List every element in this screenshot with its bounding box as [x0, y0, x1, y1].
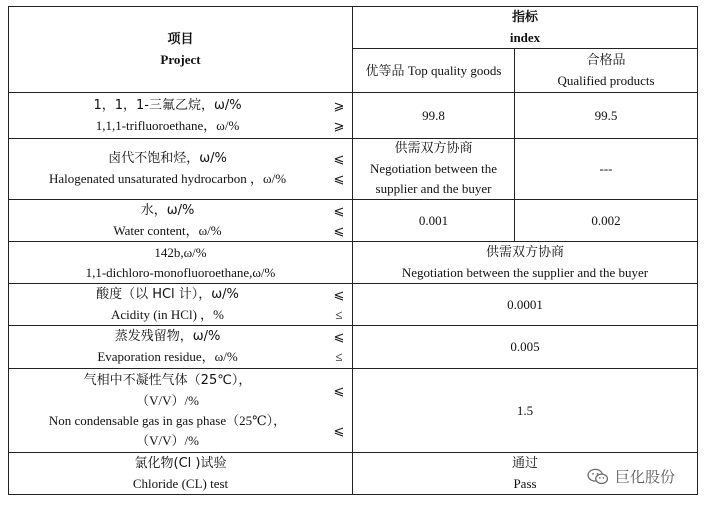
item-name-cn: 水，ω/% [140, 202, 195, 218]
negotiation-cn: 供需双方协商 [394, 141, 473, 156]
merged-value-cell: 0.005 [353, 326, 698, 369]
top-quality-header: 优等品 Top quality goods [353, 49, 515, 93]
item-cell [9, 93, 353, 139]
merged-value-cell: 0.0001 [353, 284, 698, 326]
top-quality-value [353, 139, 515, 200]
comparison-symbol: ⩾ [333, 97, 345, 113]
item-cell [9, 284, 353, 326]
table-row [9, 139, 698, 200]
table-row [9, 242, 698, 284]
item-name-en: 1,1-dichloro-monofluoroethane,ω/% [85, 264, 276, 280]
project-header-cell [9, 7, 353, 93]
item-cell [9, 200, 353, 242]
item-name-cn-line1: 气相中不凝性气体（25℃）， [83, 372, 252, 388]
header-row [9, 7, 698, 49]
comparison-symbol: ⩽ [333, 151, 345, 166]
table-row [9, 369, 698, 453]
index-header-en: index [509, 29, 541, 45]
negotiation-en: Negotiation between the supplier and the buyer [401, 264, 649, 280]
comparison-symbol: ⩾ [333, 117, 345, 133]
qualified-header-en: Qualified products [557, 72, 655, 88]
negotiation-cn: 供需双方协商 [485, 244, 564, 260]
item-name-en: Chloride (CL) test [132, 475, 229, 491]
item-name-en: Acidity (in HCl) ，% [110, 306, 224, 322]
top-quality-value: 0.001 [353, 200, 515, 242]
comparison-symbol: ⩽ [333, 329, 345, 344]
item-name-en: Evaporation residue，ω/% [97, 349, 238, 364]
comparison-symbol: ⩽ [333, 202, 345, 218]
item-cell [9, 326, 353, 369]
item-name-cn: 1，1，1-三氟乙烷，ω/% [93, 97, 242, 113]
comparison-symbol: ⩽ [333, 171, 345, 186]
qualified-header-cn: 合格品 [586, 52, 626, 68]
comparison-symbol: ≤ [335, 349, 343, 364]
item-name-en: Water content，ω/% [113, 222, 222, 238]
qualified-value: 0.002 [515, 200, 698, 242]
qualified-value: --- [515, 139, 698, 200]
specification-table [8, 6, 698, 495]
table-row [9, 284, 698, 326]
project-header-en: Project [160, 51, 201, 67]
item-name-en-line1: Non condensable gas in gas phase（25℃）， [48, 412, 287, 428]
merged-value-cell [353, 242, 698, 284]
item-cell [9, 369, 353, 453]
table-row [9, 93, 698, 139]
item-name-cn: 卤代不饱和烃，ω/% [108, 151, 227, 166]
comparison-symbol: ⩽ [333, 222, 345, 238]
index-header-cell [353, 7, 698, 49]
qualified-header-cell [515, 49, 698, 93]
comparison-symbol: ≤ [335, 306, 343, 322]
table-row [9, 200, 698, 242]
project-header-cn: 项目 [167, 31, 194, 47]
item-name-en-line2: （V/V）/% [136, 432, 199, 448]
negotiation-en-line2: supplier and the buyer [375, 181, 492, 196]
item-cell [9, 453, 353, 495]
comparison-symbol: ⩽ [333, 422, 345, 438]
top-quality-value: 99.8 [353, 93, 515, 139]
watermark-text: 巨化股份 [615, 468, 676, 486]
pass-en: Pass [513, 475, 537, 491]
item-name-cn-line2: （V/V）/% [136, 392, 199, 408]
item-name-en: 1,1,1-trifluoroethane，ω/% [95, 117, 240, 133]
wechat-icon [587, 468, 609, 486]
merged-value-cell: 1.5 [353, 369, 698, 453]
negotiation-en-line1: Negotiation between the [369, 161, 498, 176]
watermark [583, 466, 679, 487]
item-name-cn: 酸度（以 HCl 计），ω/% [96, 286, 239, 302]
item-name-en: Halogenated unsaturated hydrocarbon ，ω/% [48, 171, 287, 186]
pass-cn: 通过 [511, 455, 538, 471]
comparison-symbol: ⩽ [333, 382, 345, 398]
item-name-cn: 蒸发残留物，ω/% [114, 329, 221, 344]
index-header-cn: 指标 [511, 9, 538, 25]
table-row [9, 326, 698, 369]
item-cell [9, 242, 353, 284]
item-cell [9, 139, 353, 200]
item-name-cn: 142b,ω/% [154, 244, 207, 260]
comparison-symbol: ⩽ [333, 286, 345, 302]
item-name-cn: 氯化物(Cl )试验 [134, 455, 227, 471]
qualified-value: 99.5 [515, 93, 698, 139]
